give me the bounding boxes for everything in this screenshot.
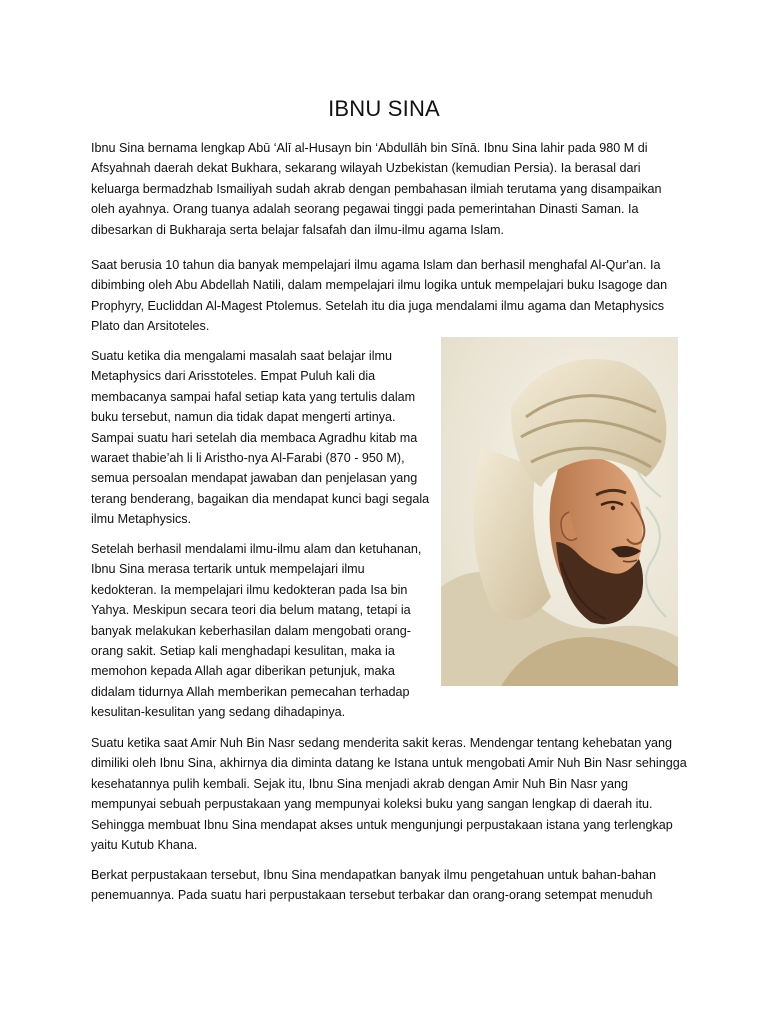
portrait-illustration: [441, 337, 678, 686]
paragraph-3: Suatu ketika dia mengalami masalah saat belajar ilmu Metaphysics dari Arisstoteles. Empat Puluh kali dia membacanya sampai hafal setiap kata yang tertulis dalam buku tersebut, namun dia tidak dapat mengerti artinya. Sampai suatu hari setelah dia membaca Agradhu kitab ma waraet thabie’ah li li Aristho-nya Al-Farabi (870 - 950 M), semua persoalan mendapat jawaban dan penjelasan yang terang benderang, bagaikan dia mendapat kunci bagi segala ilmu Metaphysics.: [91, 349, 430, 527]
paragraph-1: Ibnu Sina bernama lengkap Abū ‘Alī al-Husayn bin ‘Abdullāh bin Sīnā. Ibnu Sina lahir pada 980 M di Afsyahnah daerah dekat Bukhara, sekarang wilayah Uzbekistan (kemudian Persia). Ia berasal dari keluarga bermadzhab Ismailiyah sudah akrab dengan pembahasan ilmiah terutama yang disampaikan oleh ayahnya. Orang tuanya adalah seorang pegawai tinggi pada pemerintahan Dinasti Saman. Ia dibesarkan di Bukharaja serta belajar falsafah dan ilmu-ilmu agama Islam.: [91, 141, 662, 237]
portrait-image: [441, 337, 678, 686]
paragraph-6: Berkat perpustakaan tersebut, Ibnu Sina mendapatkan banyak ilmu pengetahuan untuk bahan-bahan penemuannya. Pada suatu hari perpustakaan tersebut terbakar dan orang-orang setempat menuduh: [91, 868, 657, 903]
paragraph-4: Setelah berhasil mendalami ilmu-ilmu alam dan ketuhanan, Ibnu Sina merasa tertarik untuk mempelajari ilmu kedokteran. Ia mempelajari ilmu kedokteran pada Isa bin Yahya. Meskipun secara teori dia belum matang, tetapi ia banyak melakukan keberhasilan dalam mengobati orang-orang sakit. Setiap kali menghadapi kesulitan, maka ia memohon kepada Allah agar diberikan petunjuk, maka didalam tidurnya Allah memberikan pemecahan terhadap kesulitan-kesulitan yang sedang dihadapinya.: [91, 542, 422, 720]
paragraph-5: Suatu ketika saat Amir Nuh Bin Nasr sedang menderita sakit keras. Mendengar tentang kehebatan yang dimiliki oleh Ibnu Sina, akhirnya dia diminta datang ke Istana untuk mengobati Amir Nuh Bin Nasr sehingga kesehatannya pulih kembali. Sejak itu, Ibnu Sina menjadi akrab dengan Amir Nuh Bin Nasr yang mempunyai sebuah perpustakaan yang mempunyai koleksi buku yang sangan lengkap di daerah itu. Sehingga membuat Ibnu Sina mendapat akses untuk mengunjungi perpustakaan istana yang terlengkap yaitu Kutub Khana.: [91, 736, 687, 853]
paragraph-2: Saat berusia 10 tahun dia banyak mempelajari ilmu agama Islam dan berhasil menghafal Al-Qur'an. Ia dibimbing oleh Abu Abdellah Natili, dalam mempelajari ilmu logika untuk mempelajari buku Isagoge dan Prophyry, Eucliddan Al-Magest Ptolemus. Setelah itu dia juga mendalami ilmu agama dan Metaphysics Plato dan Arsitoteles.: [91, 258, 668, 334]
page-title: IBNU SINA: [328, 96, 440, 121]
